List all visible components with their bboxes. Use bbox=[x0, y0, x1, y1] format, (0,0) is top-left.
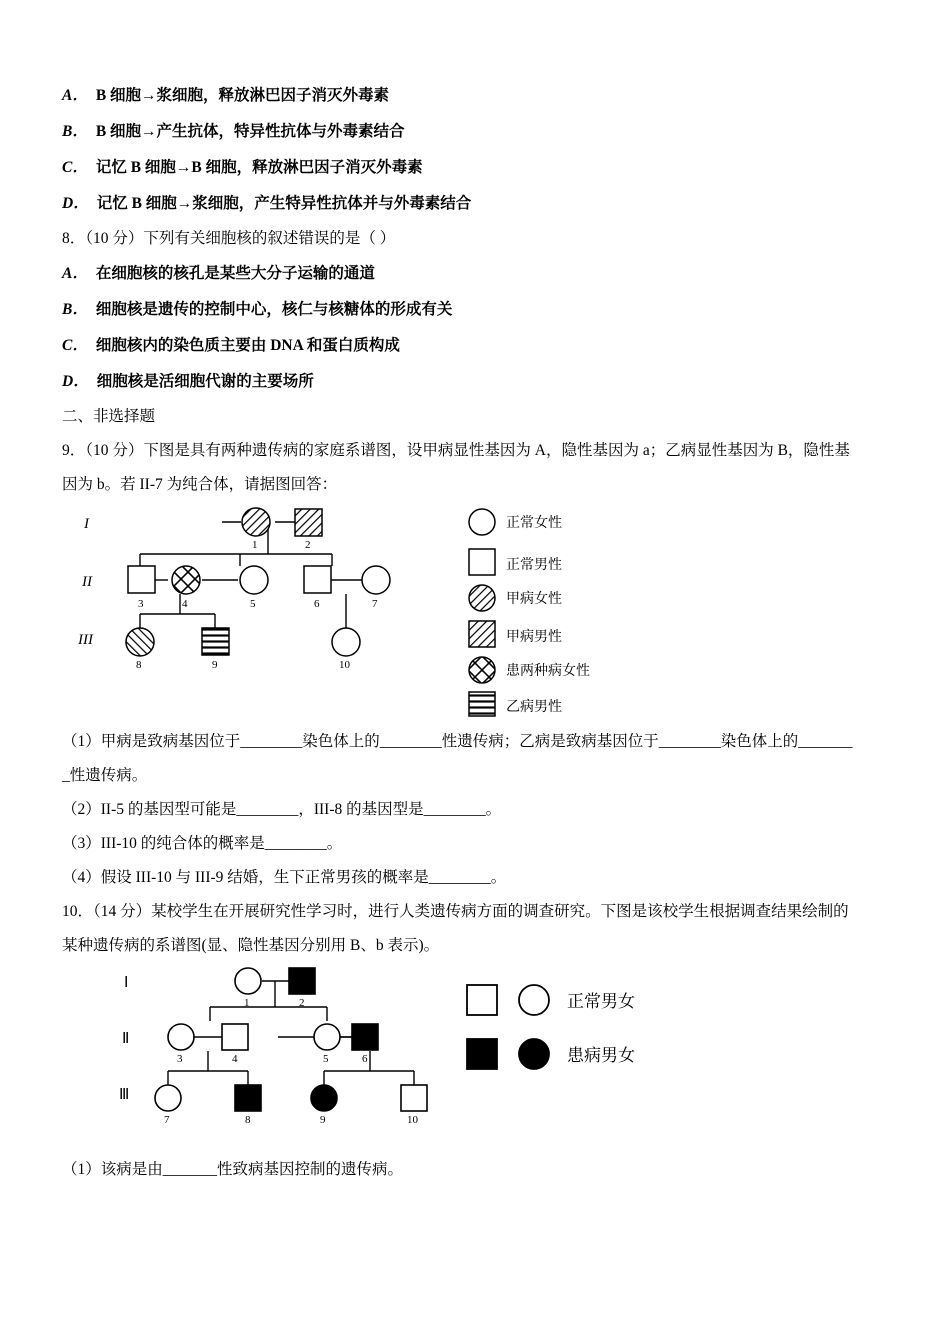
q9-legend-label-1: 正常男性 bbox=[506, 558, 562, 573]
q9-individual-III-8 bbox=[126, 628, 154, 656]
q8-option-d bbox=[62, 364, 892, 400]
q10-number-7: 7 bbox=[164, 1114, 170, 1126]
q8-option-a-text: 在细胞核的核孔是某些大分子运输的通道 bbox=[95, 265, 375, 282]
q10-stem-line1: 10．（14 分）某校学生在开展研究性学习时，进行人类遗传病方面的调查研究。下图是该校学生根据调查结果绘制的 bbox=[62, 903, 849, 920]
q9-legend-icon-disease-b-male bbox=[469, 692, 495, 716]
q9-number-8: 8 bbox=[136, 659, 142, 671]
q8-option-a-label: A． bbox=[62, 265, 88, 282]
q8-option-d-text: 细胞核是活细胞代谢的主要场所 bbox=[96, 373, 314, 390]
q9-sub-3: （3）III-10 的纯合体的概率是________。 bbox=[62, 835, 343, 852]
q9-individual-III-9 bbox=[202, 628, 229, 655]
q10-individual-III-10 bbox=[401, 1085, 427, 1111]
q10-number-3: 3 bbox=[177, 1053, 183, 1065]
q9-individual-I-2 bbox=[295, 509, 322, 536]
q10-individual-III-7 bbox=[155, 1085, 181, 1111]
q7-option-b-text: B 细胞→产生抗体，特异性抗体与外毒素结合 bbox=[95, 123, 405, 140]
q8-option-b-text: 细胞核是遗传的控制中心，核仁与核糖体的形成有关 bbox=[95, 301, 453, 318]
q10-sub-1: （1）该病是由_______性致病基因控制的遗传病。 bbox=[62, 1161, 404, 1178]
q10-individual-I-1 bbox=[235, 968, 261, 994]
q9-sub-2: （2）II-5 的基因型可能是________，III-8 的基因型是________。 bbox=[62, 801, 502, 818]
q9-number-9: 9 bbox=[212, 659, 218, 671]
q10-number-8: 8 bbox=[245, 1114, 251, 1126]
q7-option-c-text: 记忆 B 细胞→B 细胞，释放淋巴因子消灭外毒素 bbox=[95, 159, 423, 176]
q9-individual-II-7 bbox=[362, 566, 390, 594]
q9-legend-label-0: 正常女性 bbox=[506, 516, 562, 531]
q7-option-d-label: D． bbox=[62, 195, 89, 212]
q7-option-c bbox=[62, 150, 892, 186]
q9-sub-1b: _性遗传病。 bbox=[62, 767, 148, 784]
q9-individual-II-5 bbox=[240, 566, 268, 594]
q10-individual-II-6 bbox=[352, 1024, 378, 1050]
q7-option-a-label: A． bbox=[62, 87, 88, 104]
q9-pedigree-figure bbox=[62, 502, 892, 717]
q9-individual-I-1 bbox=[242, 508, 270, 536]
q7-option-b-label: B． bbox=[62, 123, 88, 140]
q7-option-a bbox=[62, 78, 892, 114]
q10-individual-III-9 bbox=[311, 1085, 337, 1111]
q10-number-5: 5 bbox=[323, 1053, 329, 1065]
q8-option-b bbox=[62, 292, 892, 328]
q7-option-d-text: 记忆 B 细胞→浆细胞，产生特异性抗体并与外毒素结合 bbox=[96, 195, 472, 212]
q10-number-2: 2 bbox=[299, 997, 305, 1009]
q10-individual-II-3 bbox=[168, 1024, 194, 1050]
q9-legend-icon-disease-a-female bbox=[469, 585, 495, 611]
q8-option-c-label: C． bbox=[62, 337, 88, 354]
q10-legend-label-0: 正常男女 bbox=[567, 992, 635, 1011]
q9-legend-icon-both-disease-female bbox=[469, 657, 495, 683]
q9-pedigree-svg bbox=[62, 502, 892, 717]
q9-legend-icon-normal-female bbox=[469, 509, 495, 535]
document-content bbox=[62, 78, 892, 1187]
q9-number-1: 1 bbox=[252, 539, 258, 551]
q9-number-6: 6 bbox=[314, 598, 320, 610]
q9-legend-icon-disease-a-male bbox=[469, 621, 495, 647]
q9-number-7: 7 bbox=[372, 598, 378, 610]
q8-option-c bbox=[62, 328, 892, 364]
q10-generation-label-3: Ⅲ bbox=[119, 1087, 130, 1103]
q10-number-4: 4 bbox=[232, 1053, 238, 1065]
q9-legend-label-2: 甲病女性 bbox=[506, 592, 562, 607]
q10-generation-label-2: Ⅱ bbox=[122, 1031, 130, 1047]
q10-stem-line2: 某种遗传病的系谱图(显、隐性基因分别用 B、b 表示)。 bbox=[62, 937, 440, 954]
q9-number-10: 10 bbox=[339, 659, 350, 671]
q10-individual-I-2 bbox=[289, 968, 315, 994]
q9-generation-label-2: II bbox=[82, 574, 92, 590]
q10-individual-II-4 bbox=[222, 1024, 248, 1050]
q10-generation-label-1: Ⅰ bbox=[124, 975, 129, 991]
q9-generation-label-1: I bbox=[84, 516, 89, 532]
q9-number-4: 4 bbox=[182, 598, 188, 610]
q10-number-1: 1 bbox=[244, 997, 250, 1009]
q9-generation-label-3: III bbox=[78, 632, 93, 648]
q10-number-6: 6 bbox=[362, 1053, 368, 1065]
q9-number-5: 5 bbox=[250, 598, 256, 610]
q9-individual-III-10 bbox=[332, 628, 360, 656]
q7-option-a-text: B 细胞→浆细胞，释放淋巴因子消灭外毒素 bbox=[95, 87, 390, 104]
q10-pedigree-figure bbox=[62, 963, 892, 1153]
q10-legend-icon-normal-female bbox=[519, 985, 549, 1015]
q7-option-d bbox=[62, 186, 892, 222]
q8-option-c-text: 细胞核内的染色质主要由 DNA 和蛋白质构成 bbox=[95, 337, 400, 354]
q10-legend-label-1: 患病男女 bbox=[567, 1046, 635, 1065]
q10-number-10: 10 bbox=[407, 1114, 418, 1126]
q9-stem-line1: 9．（10 分）下图是具有两种遗传病的家庭系谱图，设甲病显性基因为 A，隐性基因为 a；乙病显性基因为 B，隐性基 bbox=[62, 442, 850, 459]
q9-number-2: 2 bbox=[305, 539, 311, 551]
section-2-title: 二、非选择题 bbox=[62, 408, 156, 425]
q9-legend-label-3: 甲病男性 bbox=[506, 630, 562, 645]
q9-number-3: 3 bbox=[138, 598, 144, 610]
q10-legend-icon-affected-female bbox=[519, 1039, 549, 1069]
q9-legend-icon-normal-male bbox=[469, 549, 495, 575]
q9-legend-label-5: 乙病男性 bbox=[506, 700, 562, 715]
q9-legend-label-4: 患两种病女性 bbox=[506, 664, 590, 679]
q7-option-b bbox=[62, 114, 892, 150]
q10-individual-II-5 bbox=[314, 1024, 340, 1050]
q9-individual-II-4 bbox=[172, 566, 200, 594]
q10-number-9: 9 bbox=[320, 1114, 326, 1126]
q9-sub-4: （4）假设 III-10 与 III-9 结婚，生下正常男孩的概率是________。 bbox=[62, 869, 507, 886]
q8-option-b-label: B． bbox=[62, 301, 88, 318]
q10-legend-icon-affected-male bbox=[467, 1039, 497, 1069]
q8-option-d-label: D． bbox=[62, 373, 89, 390]
q8-option-a bbox=[62, 256, 892, 292]
q10-individual-III-8 bbox=[235, 1085, 261, 1111]
q10-legend-icon-normal-male bbox=[467, 985, 497, 1015]
q9-individual-II-6 bbox=[304, 566, 331, 593]
q9-stem-line2: 因为 b。若 II-7 为纯合体，请据图回答： bbox=[62, 476, 338, 493]
q7-option-c-label: C． bbox=[62, 159, 88, 176]
q9-sub-1a: （1）甲病是致病基因位于________染色体上的________性遗传病；乙病是致病基因位于________染色体上的_______ bbox=[62, 733, 853, 750]
q10-pedigree-svg bbox=[62, 963, 892, 1153]
q9-individual-II-3 bbox=[128, 566, 155, 593]
q8-stem: 8．（10 分）下列有关细胞核的叙述错误的是（ ） bbox=[62, 230, 396, 247]
